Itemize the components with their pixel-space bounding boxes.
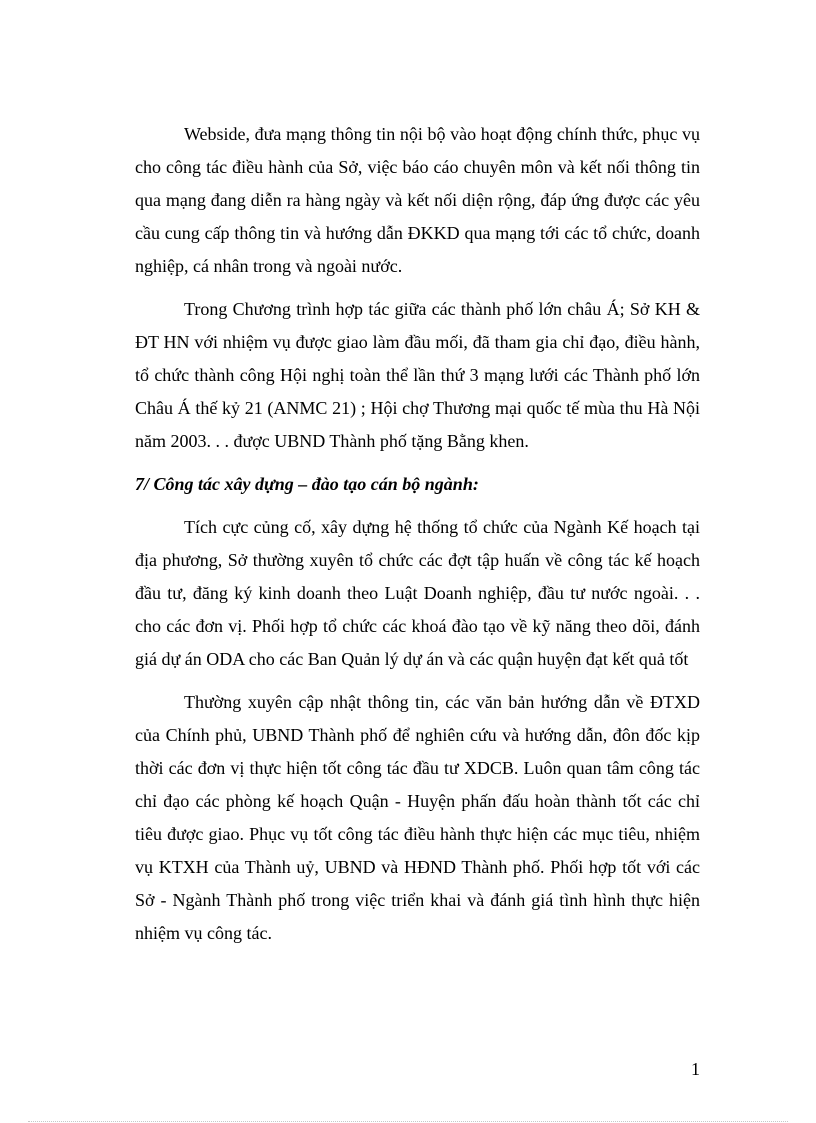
section-heading: 7/ Công tác xây dựng – đào tạo cán bộ ngành: xyxy=(135,474,479,494)
paragraph-organization-training: Tích cực củng cố, xây dựng hệ thống tổ chức của Ngành Kế hoạch tại địa phương, Sở thường xuyên tổ chức các đợt tập huấn về công tác kế hoạch đầu tư, đăng ký kinh doanh theo Luật Doanh nghiệp, đầu tư nước ngoài. . . cho các đơn vị. Phối hợp tổ chức các khoá đào tạo về kỹ năng theo dõi, đánh giá dự án ODA cho các Ban Quản lý dự án và các quận huyện đạt kết quả tốt xyxy=(135,517,700,669)
paragraph-website: Webside, đưa mạng thông tin nội bộ vào hoạt động chính thức, phục vụ cho công tác điều hành của Sở, việc báo cáo chuyên môn và kết nối thông tin qua mạng đang diễn ra hàng ngày và kết nối diện rộng, đáp ứng được các yêu cầu cung cấp thông tin và hướng dẫn ĐKKD qua mạng tới các tổ chức, doanh nghiệp, cá nhân trong và ngoài nước. xyxy=(135,124,700,276)
paragraph-asian-cities-program: Trong Chương trình hợp tác giữa các thành phố lớn châu Á; Sở KH & ĐT HN với nhiệm vụ được giao làm đầu mối, đã tham gia chỉ đạo, điều hành, tổ chức thành công Hội nghị toàn thể lần thứ 3 mạng lưới các Thành phố lớn Châu Á thế kỷ 21 (ANMC 21) ; Hội chợ Thương mại quốc tế mùa thu Hà Nội năm 2003. . . được UBND Thành phố tặng Bằng khen. xyxy=(135,299,700,451)
paragraph-information-update: Thường xuyên cập nhật thông tin, các văn bản hướng dẫn về ĐTXD của Chính phủ, UBND Thành phố để nghiên cứu và hướng dẫn, đôn đốc kịp thời các đơn vị thực hiện tốt công tác đầu tư XDCB. Luôn quan tâm công tác chỉ đạo các phòng kế hoạch Quận - Huyện phấn đấu hoàn thành tốt các chỉ tiêu được giao. Phục vụ tốt công tác điều hành thực hiện các mục tiêu, nhiệm vụ KTXH của Thành uỷ, UBND và HĐND Thành phố. Phối hợp tốt với các Sở - Ngành Thành phố trong việc triển khai và đánh giá tình hình thực hiện nhiệm vụ công tác. xyxy=(135,692,700,943)
document-body xyxy=(135,118,700,950)
page-bottom-divider xyxy=(28,1121,788,1122)
page-number: 1 xyxy=(691,1059,700,1079)
